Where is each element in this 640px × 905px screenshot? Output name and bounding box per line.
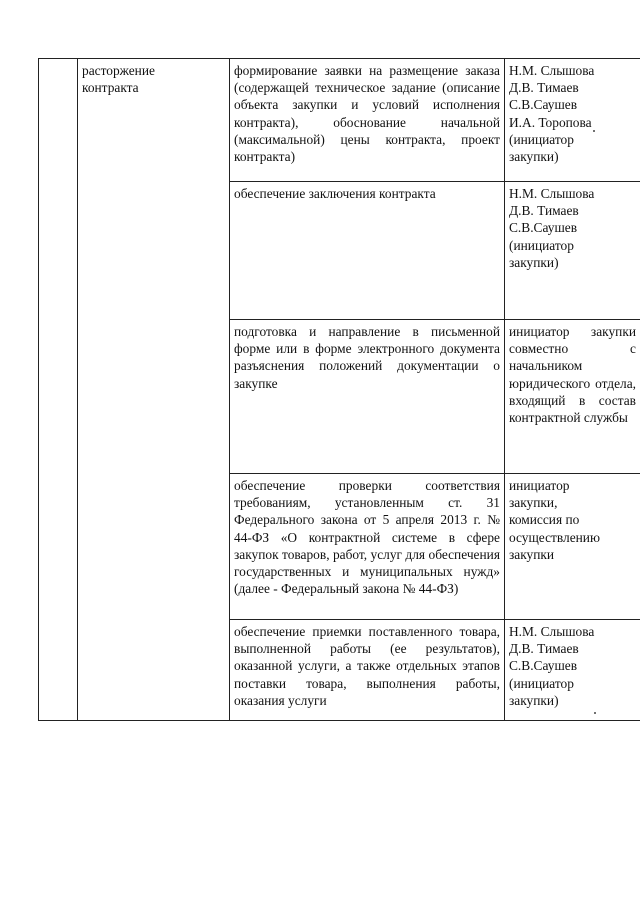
action-cell bbox=[230, 620, 505, 721]
number-cell bbox=[39, 59, 78, 721]
action-text: обеспечение заключения контракта bbox=[234, 186, 436, 201]
action-cell bbox=[230, 320, 505, 474]
stage-label: расторжение контракта bbox=[82, 63, 155, 96]
responsible-text: инициатор закупки, комиссия по осуществлению закупки bbox=[509, 478, 600, 562]
action-text: обеспечение приемки поставленного товара, выполненной работы (ее результатов), оказанной услуги, а также отдельных этапов поставки товара, выполнения работы, оказания услуги bbox=[234, 624, 500, 708]
action-cell bbox=[230, 59, 505, 182]
action-cell bbox=[230, 474, 505, 620]
procurement-table bbox=[38, 58, 640, 721]
table-row bbox=[39, 59, 640, 182]
responsible-cell bbox=[505, 320, 640, 474]
responsible-text: Н.М. Слышова Д.В. Тимаев С.В.Саушев И.А. Торопова (инициатор закупки) bbox=[509, 63, 595, 165]
responsible-cell bbox=[505, 182, 640, 320]
responsible-cell bbox=[505, 59, 640, 182]
action-cell bbox=[230, 182, 505, 320]
action-text: обеспечение проверки соответствия требованиям, установленным ст. 31 Федерального закона от 5 апреля 2013 г. № 44-ФЗ «О контрактной системе в сфере закупок товаров, работ, услуг для обеспечения государственных и муниципальных нужд» (далее - Федеральный закона № 44-ФЗ) bbox=[234, 478, 500, 597]
action-text: формирование заявки на размещение заказа (содержащей техническое задание (описание объекта закупки и условий исполнения контракта), обоснование начальной (максимальной) цены контракта, проект контракта) bbox=[234, 63, 500, 165]
stage-cell bbox=[78, 59, 230, 721]
responsible-text: Н.М. Слышова Д.В. Тимаев С.В.Саушев (инициатор закупки) bbox=[509, 186, 595, 270]
scan-speck bbox=[594, 712, 596, 714]
scan-speck bbox=[593, 130, 595, 132]
responsible-cell bbox=[505, 620, 640, 721]
responsible-text: инициатор закупки совместно с начальником юридического отдела, входящий в состав контрактной службы bbox=[509, 324, 636, 426]
responsible-text: Н.М. Слышова Д.В. Тимаев С.В.Саушев (инициатор закупки) bbox=[509, 624, 595, 708]
responsible-cell bbox=[505, 474, 640, 620]
action-text: подготовка и направление в письменной форме или в форме электронного документа разъяснения положений документации о закупке bbox=[234, 324, 500, 391]
